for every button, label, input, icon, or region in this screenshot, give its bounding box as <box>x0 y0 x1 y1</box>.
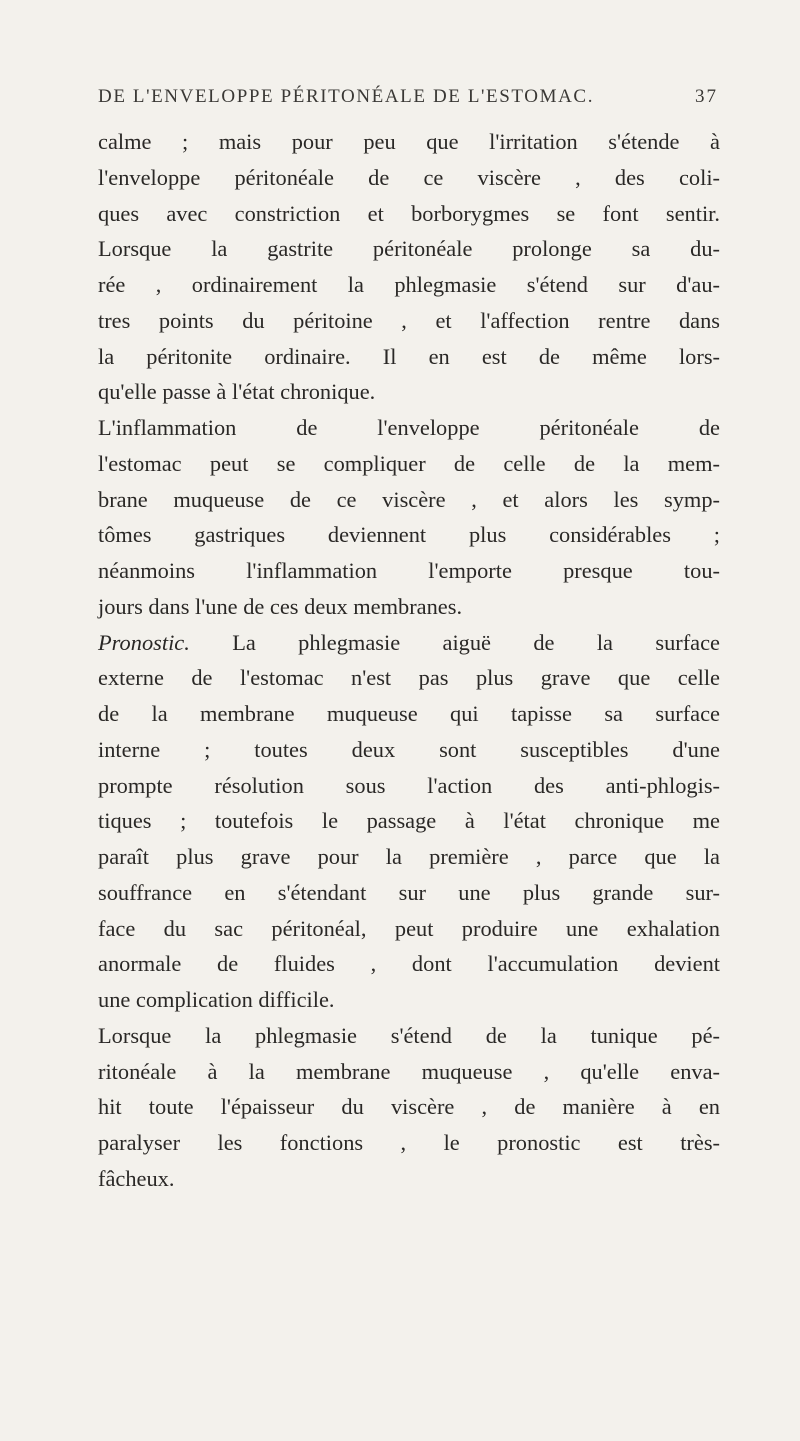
text-line <box>98 1054 720 1090</box>
text-line <box>98 482 720 518</box>
text-line <box>98 875 720 911</box>
line-text: anormale de fluides , dont l'accumulation devient <box>98 951 720 977</box>
text-line <box>98 339 720 375</box>
line-text: tômes gastriques deviennent plus considérables ; <box>98 522 720 548</box>
running-head-title: DE L'ENVELOPPE PÉRITONÉALE DE L'ESTOMAC. <box>98 86 595 107</box>
line-text: jours dans l'une de ces deux membranes. <box>98 593 463 619</box>
line-text: brane muqueuse de ce viscère , et alors les symp- <box>98 486 720 512</box>
text-line <box>98 946 720 982</box>
line-text: ritonéale à la membrane muqueuse , qu'elle enva- <box>98 1058 720 1084</box>
text-line <box>98 410 720 446</box>
text-line <box>98 160 720 196</box>
text-line <box>98 303 720 339</box>
line-text: tiques ; toutefois le passage à l'état chronique me <box>98 808 720 834</box>
line-text: L'inflammation de l'enveloppe péritonéale de <box>98 415 720 440</box>
section-heading: Pronostic. <box>98 629 190 655</box>
line-text: fâcheux. <box>98 1165 175 1191</box>
body-text <box>98 124 720 1197</box>
text-line <box>98 517 720 553</box>
line-text: qu'elle passe à l'état chronique. <box>98 379 376 405</box>
text-line <box>98 803 720 839</box>
text-line <box>98 589 720 625</box>
line-text: paraît plus grave pour la première , parce que la <box>98 844 720 869</box>
text-line <box>98 660 720 696</box>
text-line <box>98 1161 720 1197</box>
text-line <box>98 374 720 410</box>
line-text: néanmoins l'inflammation l'emporte presque tou- <box>98 558 720 583</box>
line-text: externe de l'estomac n'est pas plus grave que celle <box>98 665 720 691</box>
text-line <box>98 446 720 482</box>
text-line <box>98 1125 720 1161</box>
line-text: l'estomac peut se compliquer de celle de la mem- <box>98 450 720 476</box>
line-text: la péritonite ordinaire. Il en est de même lors- <box>98 343 720 369</box>
line-text: Lorsque la phlegmasie s'étend de la tunique pé- <box>98 1022 720 1048</box>
page-number: 37 <box>695 86 718 107</box>
text-line <box>98 553 720 589</box>
text-line <box>98 267 720 303</box>
text-line <box>98 1018 720 1054</box>
line-text: l'enveloppe péritonéale de ce viscère , des coli- <box>98 164 720 190</box>
line-text: paralyser les fonctions , le pronostic est très- <box>98 1130 720 1155</box>
text-line <box>98 839 720 875</box>
line-text: ques avec constriction et borborygmes se font sentir. <box>98 200 720 226</box>
running-head <box>98 86 718 112</box>
line-text: prompte résolution sous l'action des anti-phlogis- <box>98 772 720 798</box>
line-text: une complication difficile. <box>98 987 335 1012</box>
text-line <box>98 696 720 732</box>
line-text: rée , ordinairement la phlegmasie s'étend sur d'au- <box>98 272 720 297</box>
text-line <box>98 625 720 661</box>
text-line <box>98 231 720 267</box>
text-line <box>98 732 720 768</box>
line-text: souffrance en s'étendant sur une plus grande sur- <box>98 879 720 905</box>
text-line <box>98 911 720 947</box>
line-text: hit toute l'épaisseur du viscère , de manière à en <box>98 1094 720 1120</box>
text-line <box>98 768 720 804</box>
text-line <box>98 196 720 232</box>
line-text: La phlegmasie aiguë de la surface <box>189 629 720 655</box>
text-line <box>98 124 720 160</box>
line-text: interne ; toutes deux sont susceptibles d'une <box>98 736 720 762</box>
line-text: face du sac péritonéal, peut produire une exhalation <box>98 915 720 941</box>
line-text: de la membrane muqueuse qui tapisse sa surface <box>98 701 720 726</box>
line-text: calme ; mais pour peu que l'irritation s'étende à <box>98 129 720 154</box>
line-text: tres points du péritoine , et l'affection rentre dans <box>98 307 720 333</box>
line-text: Lorsque la gastrite péritonéale prolonge sa du- <box>98 236 720 262</box>
text-line <box>98 982 720 1018</box>
text-line <box>98 1089 720 1125</box>
